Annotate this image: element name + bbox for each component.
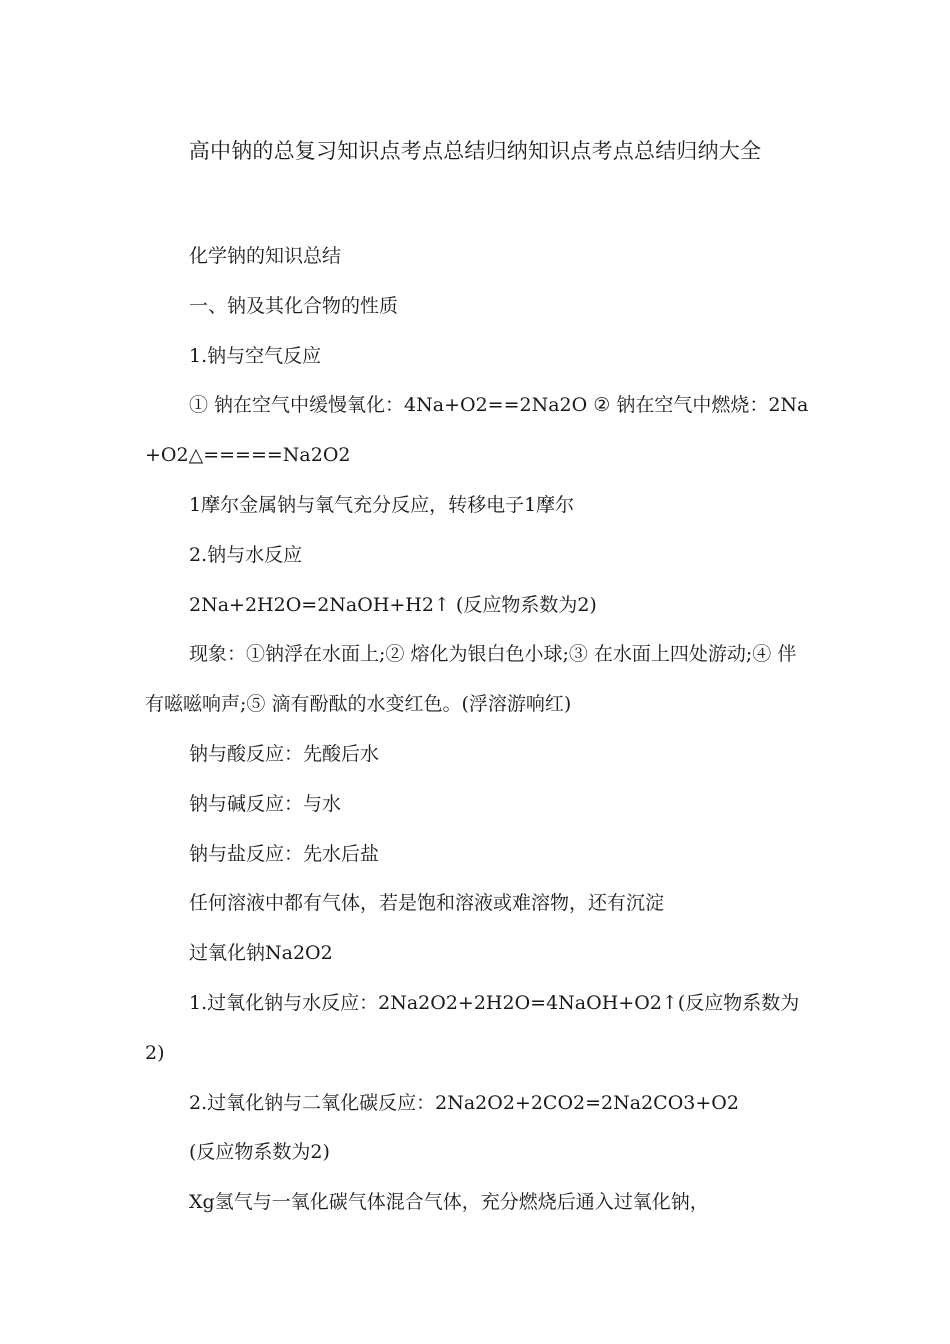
paragraph: Xg氢气与一氧化碳气体混合气体，充分燃烧后通入过氧化钠， [189,1191,709,1214]
paragraph: 现象：①钠浮在水面上;② 熔化为银白色小球;③ 在水面上四处游动;④ 伴有嗞嗞响声;⑤ 滴有酚酞的水变红色。(浮溶游响红) [145,643,797,716]
paragraph: 1.钠与空气反应 [189,344,322,367]
document-body [145,232,810,1228]
paragraph: 过氧化钠Na2O2 [189,942,333,965]
paragraph: 2Na+2H2O=2NaOH+H2↑ (反应物系数为2) [189,593,597,616]
paragraph: 2.钠与水反应 [189,543,303,566]
paragraph: ① 钠在空气中缓慢氧化：4Na+O2==2Na2O ② 钠在空气中燃烧：2Na+O2△=====Na2O2 [145,394,809,467]
paragraph: 任何溶液中都有气体，若是饱和溶液或难溶物，还有沉淀 [189,892,665,915]
paragraph: 一、钠及其化合物的性质 [189,294,399,317]
paragraph: 1.过氧化钠与水反应：2Na2O2+2H2O=4NaOH+O2↑(反应物系数为2) [145,991,800,1064]
paragraph: 钠与碱反应：与水 [189,792,342,815]
paragraph: 1摩尔金属钠与氧气充分反应，转移电子1摩尔 [189,493,575,516]
paragraph: 钠与盐反应：先水后盐 [189,842,380,865]
paragraph: 2.过氧化钠与二氧化碳反应：2Na2O2+2CO2=2Na2CO3+O2 [189,1091,739,1114]
paragraph: 化学钠的知识总结 [189,245,342,267]
paragraph: (反应物系数为2) [189,1141,330,1164]
paragraph: 钠与酸反应：先酸后水 [189,742,380,765]
document-title: 高中钠的总复习知识点考点总结归纳知识点考点总结归纳大全 [188,139,762,163]
